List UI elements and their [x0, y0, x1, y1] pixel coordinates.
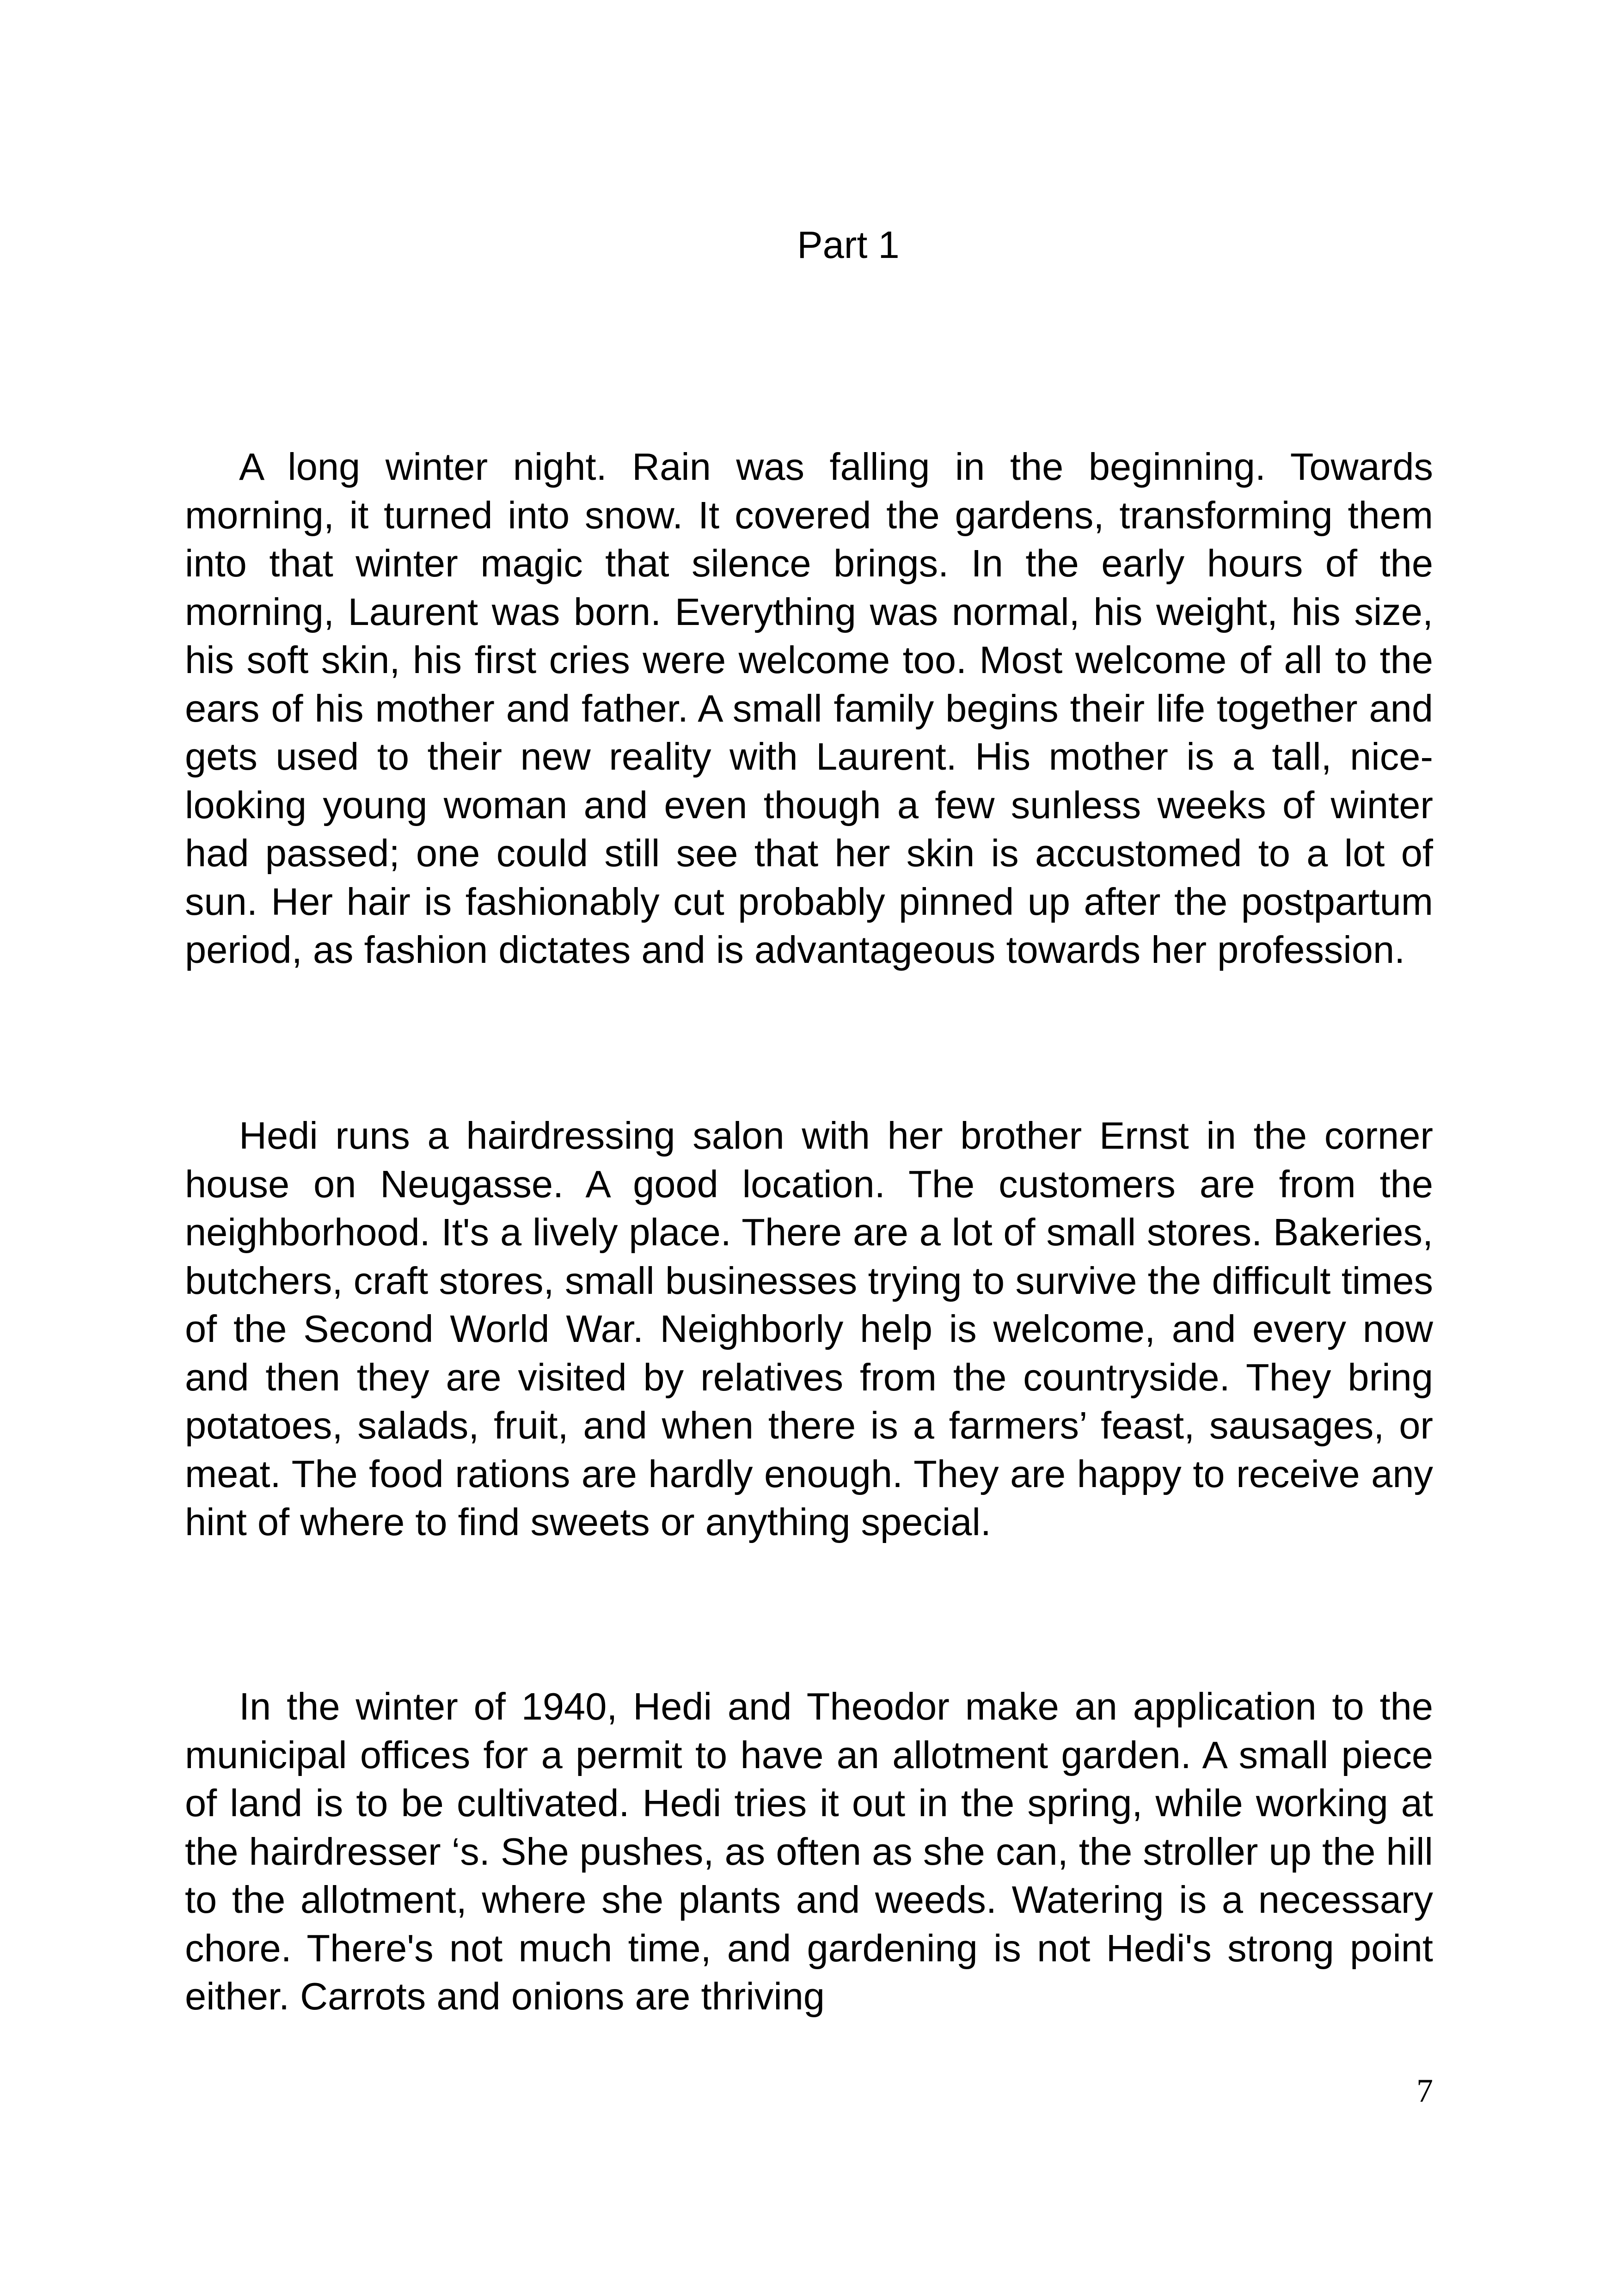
- paragraph-3: In the winter of 1940, Hedi and Theodor make an application to the municipal offices for a permit to have an allotment garden. A small piece of land is to be cultivated. Hedi tries it out in the spring, while working at the hairdresser ‘s. She pushes, as often as she can, the stroller up the hill to the allotment, where she plants and weeds. Watering is a necessary chore. There's not much time, and gardening is not Hedi's strong point either. Carrots and onions are thriving: [185, 1685, 1433, 2018]
- page-number: 7: [1416, 2072, 1433, 2109]
- part-heading: Part 1: [797, 223, 900, 266]
- paragraph-1: A long winter night. Rain was falling in the beginning. Towards morning, it turned into snow. It covered the gardens, transforming them into that winter magic that silence brings. In the early hours of the morning, Laurent was born. Everything was normal, his weight, his size, his soft skin, his first cries were welcome too. Most welcome of all to the ears of his mother and father. A small family begins their life together and gets used to their new reality with Laurent. His mother is a tall, nice-looking young woman and even though a few sunless weeks of winter had passed; one could still see that her skin is accustomed to a lot of sun. Her hair is fashionably cut probably pinned up after the postpartum period, as fashion dictates and is advantageous towards her profession.: [185, 445, 1433, 971]
- paragraph-2: Hedi runs a hairdressing salon with her brother Ernst in the corner house on Neugasse. A good location. The customers are from the neighborhood. It's a lively place. There are a lot of small stores. Bakeries, butchers, craft stores, small businesses trying to survive the difficult times of the Second World War. Neighborly help is welcome, and every now and then they are visited by relatives from the countryside. They bring potatoes, salads, fruit, and when there is a farmers’ feast, sausages, or meat. The food rations are hardly enough. They are happy to receive any hint of where to find sweets or anything special.: [185, 1114, 1433, 1543]
